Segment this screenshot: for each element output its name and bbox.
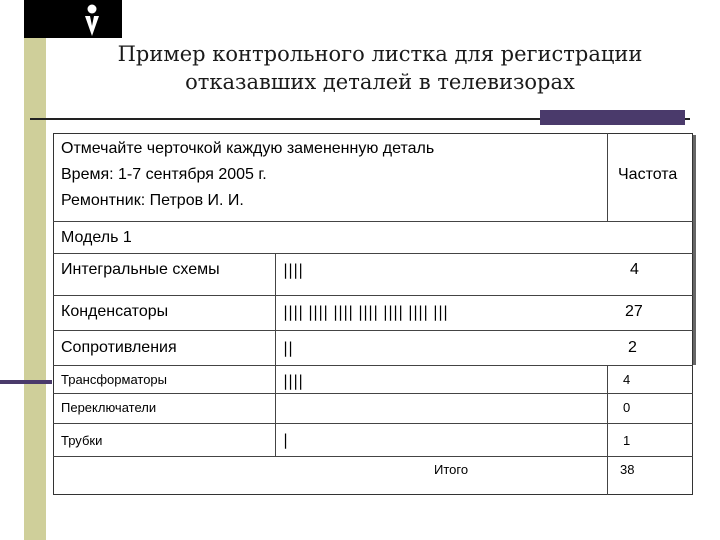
instruction-line: Отмечайте черточкой каждую замененную деталь <box>61 140 435 157</box>
repairer-line: Ремонтник: Петров И. И. <box>61 192 244 209</box>
frequency-value: 4 <box>630 261 639 278</box>
part-name: Трубки <box>61 433 103 448</box>
total-value: 38 <box>620 462 635 477</box>
title-line-2: отказавших деталей в телевизорах <box>185 70 575 94</box>
frequency-value: 1 <box>623 433 631 448</box>
title-rule-accent <box>540 110 685 125</box>
col-divider <box>607 365 608 495</box>
row-line <box>53 253 693 254</box>
frequency-value: 27 <box>625 303 643 320</box>
part-name: Трансформаторы <box>61 372 167 387</box>
frequency-header: Частота <box>618 166 678 183</box>
row-line <box>53 423 693 424</box>
figure-logo-icon <box>82 2 102 36</box>
tally-marks: |||| |||| |||| |||| |||| |||| ||| <box>283 303 449 321</box>
frequency-value: 2 <box>628 339 637 356</box>
tally-marks: |||| <box>283 261 304 279</box>
part-name: Переключатели <box>61 400 157 415</box>
frequency-value: 4 <box>623 372 631 387</box>
accent-bar-left <box>0 380 52 384</box>
tally-marks: | <box>283 431 289 449</box>
title-line-1: Пример контрольного листка для регистрации <box>117 42 643 66</box>
row-line <box>53 221 693 222</box>
time-line: Время: 1-7 сентября 2005 г. <box>61 166 267 183</box>
row-line <box>53 295 693 296</box>
slide-title <box>80 40 680 96</box>
row-line <box>53 456 693 457</box>
part-name: Сопротивления <box>61 339 177 356</box>
part-name: Интегральные схемы <box>61 261 220 278</box>
tally-marks: |||| <box>283 372 304 390</box>
col-divider <box>275 253 276 456</box>
row-line <box>53 365 693 366</box>
logo <box>24 0 122 38</box>
left-decor-band <box>24 0 46 540</box>
total-label: Итого <box>434 462 469 477</box>
tally-marks: || <box>283 339 294 357</box>
header-divider <box>607 133 608 221</box>
frequency-value: 0 <box>623 400 631 415</box>
row-line <box>53 330 693 331</box>
row-line <box>53 393 693 394</box>
part-name: Конденсаторы <box>61 303 169 320</box>
model-label: Модель 1 <box>61 229 132 246</box>
